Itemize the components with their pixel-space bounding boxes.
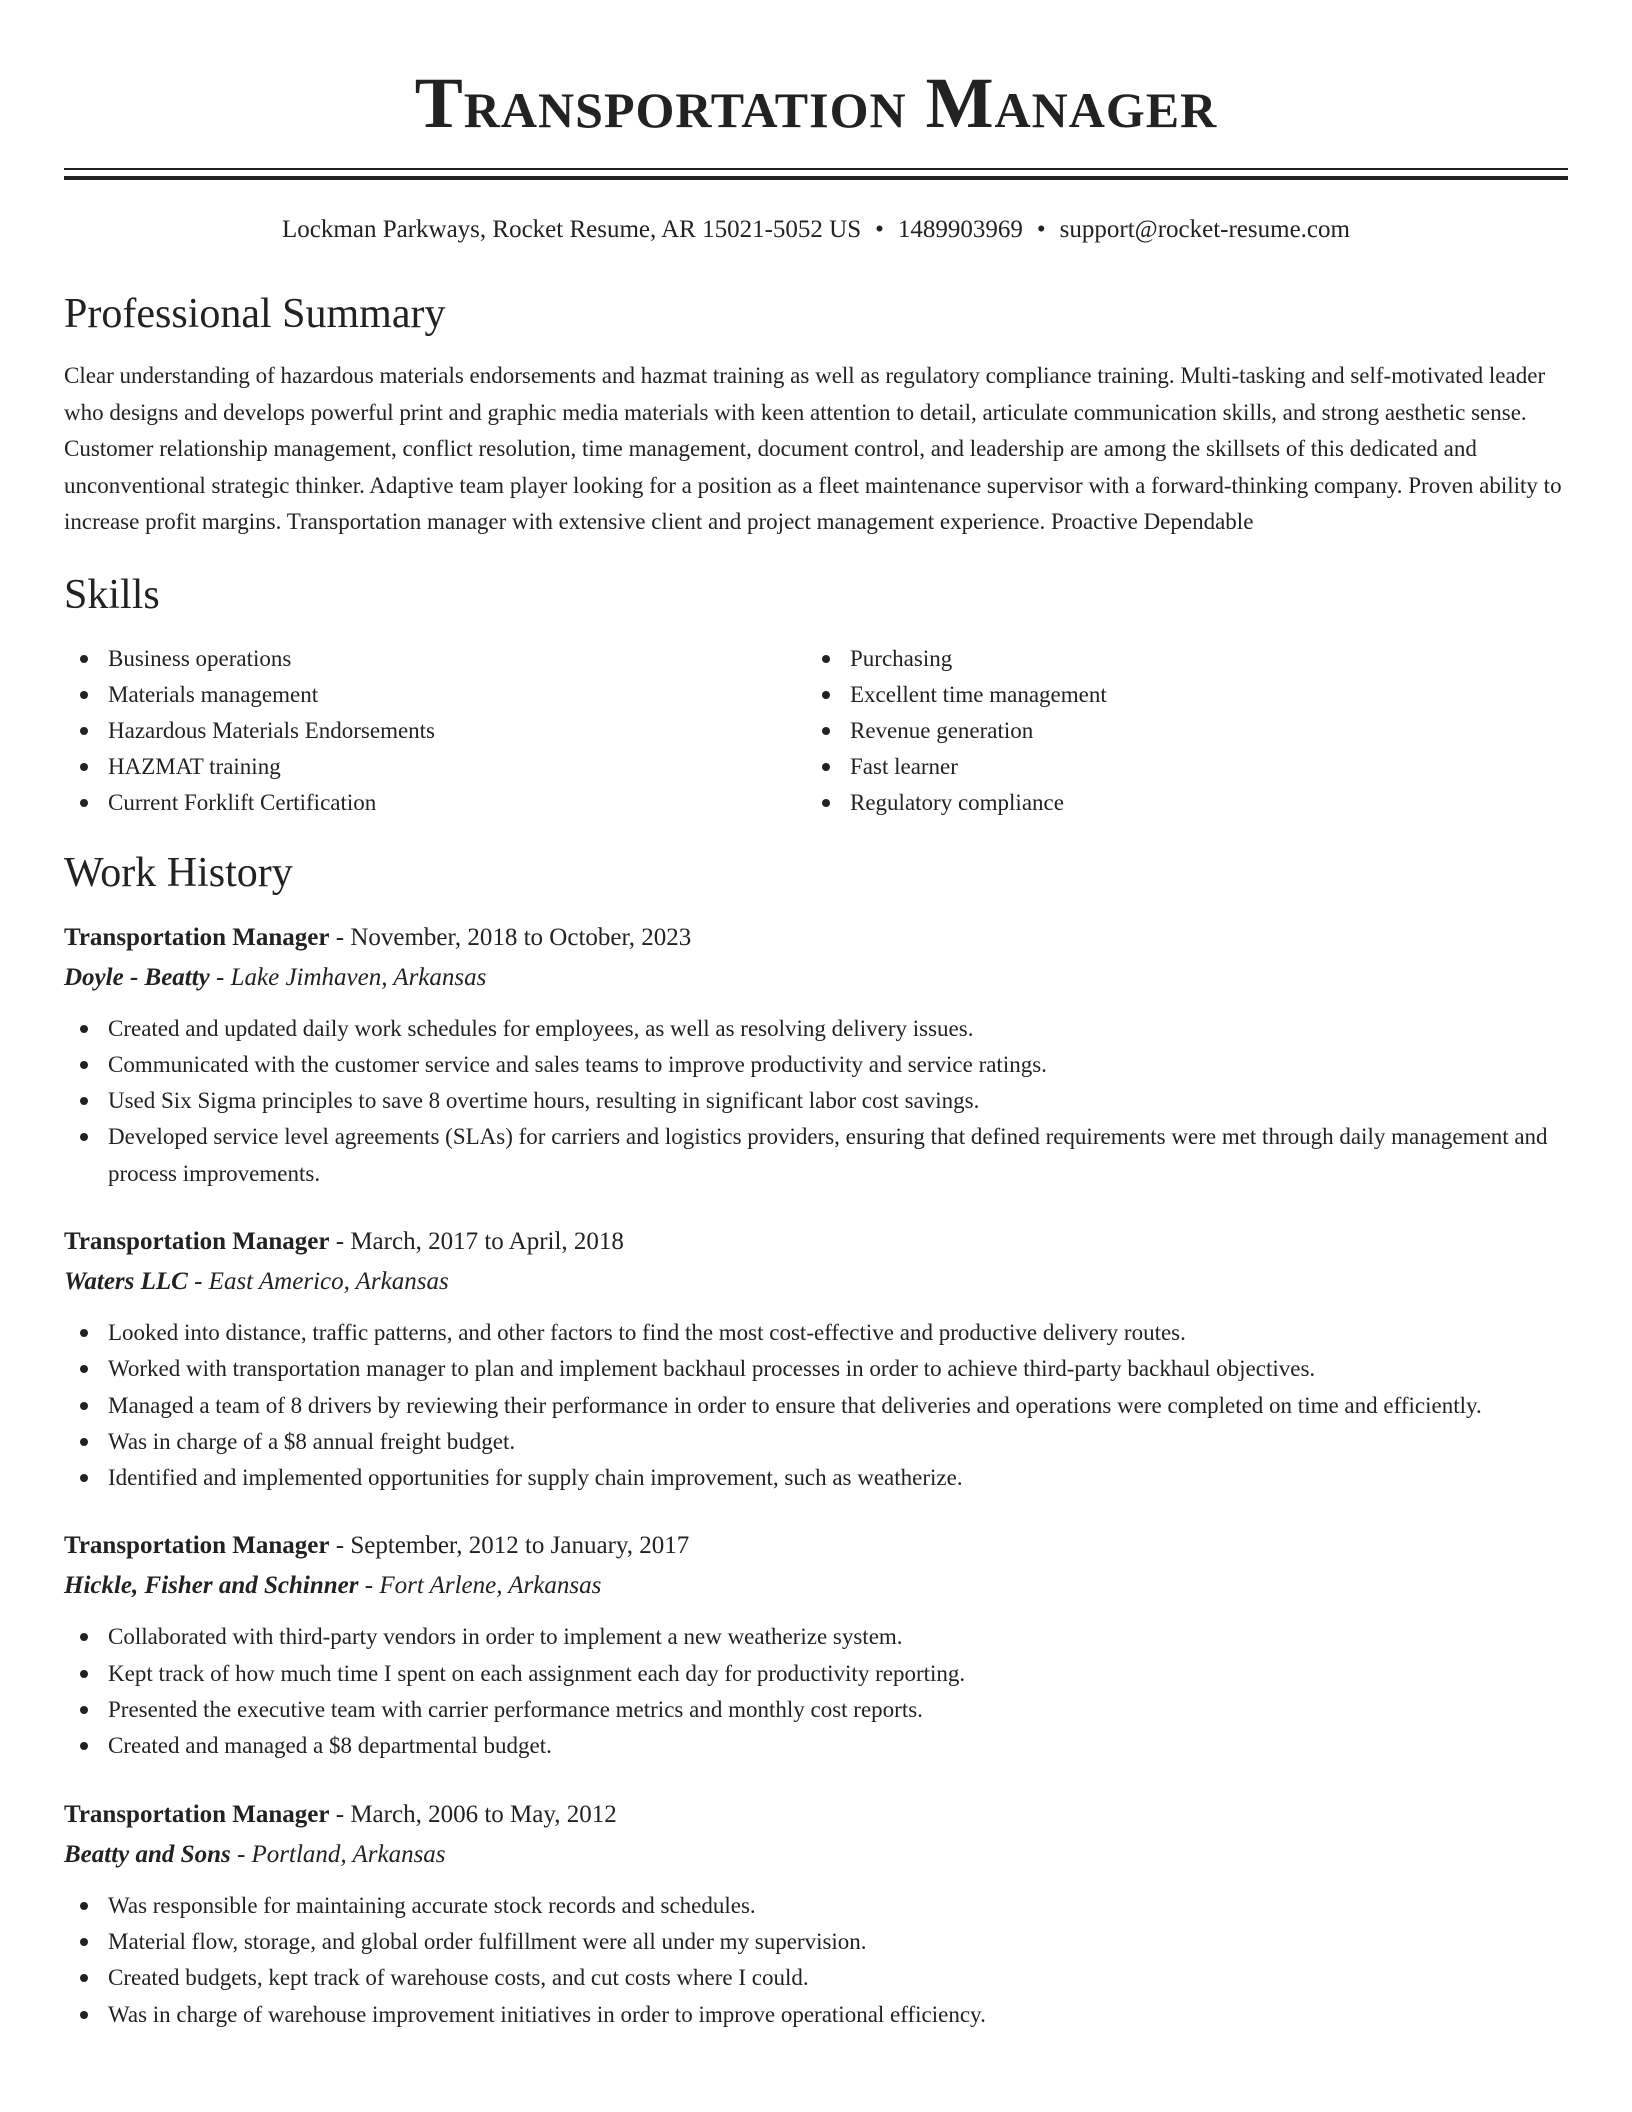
job-bullet: Kept track of how much time I spent on each assignment each day for productivity reporting.: [64, 1656, 1568, 1692]
job-bullet: Presented the executive team with carrier performance metrics and monthly cost reports.: [64, 1692, 1568, 1728]
job-bullet: Identified and implemented opportunities for supply chain improvement, such as weatherize.: [64, 1460, 1568, 1496]
job-dash: -: [230, 1840, 252, 1868]
job-dash: -: [329, 923, 351, 951]
contact-phone: 1489903969: [897, 216, 1023, 243]
skill-item: Hazardous Materials Endorsements: [64, 713, 806, 749]
skill-item: Fast learner: [806, 749, 1548, 785]
skills-columns: [64, 641, 1568, 821]
job-role: Transportation Manager: [64, 1800, 330, 1828]
job-company: Doyle - Beatty: [64, 963, 210, 991]
job-location: Portland, Arkansas: [251, 1840, 446, 1868]
job-bullet: Was in charge of a $8 annual freight budget.: [64, 1424, 1568, 1460]
job-dash: -: [329, 1532, 351, 1560]
job-company-line: [64, 1567, 1568, 1605]
header-rule-thick: [64, 176, 1568, 180]
job-bullets: [64, 1315, 1568, 1496]
job-company: Waters LLC: [64, 1267, 188, 1295]
skill-item: Excellent time management: [806, 677, 1548, 713]
skills-list-right: [806, 641, 1548, 821]
job-bullet: Created and managed a $8 departmental budget.: [64, 1728, 1568, 1764]
job-location: Fort Arlene, Arkansas: [379, 1572, 602, 1600]
job-role: Transportation Manager: [64, 1227, 330, 1255]
job-entry: [64, 1527, 1568, 1764]
job-company-line: [64, 959, 1568, 997]
job-dates: March, 2017 to April, 2018: [350, 1227, 624, 1255]
job-title-line: [64, 1223, 1568, 1261]
job-company-line: [64, 1263, 1568, 1301]
skill-item: Materials management: [64, 677, 806, 713]
job-company: Hickle, Fisher and Schinner: [64, 1572, 359, 1600]
job-bullet: Communicated with the customer service and sales teams to improve productivity and service ratings.: [64, 1047, 1568, 1083]
job-bullet: Looked into distance, traffic patterns, and other factors to find the most cost-effective and productive delivery routes.: [64, 1315, 1568, 1351]
job-role: Transportation Manager: [64, 1532, 330, 1560]
job-location: East Americo, Arkansas: [208, 1267, 449, 1295]
contact-separator: •: [1036, 216, 1046, 243]
job-dash: -: [329, 1227, 351, 1255]
job-bullets: [64, 1011, 1568, 1192]
job-bullet: Used Six Sigma principles to save 8 overtime hours, resulting in significant labor cost savings.: [64, 1083, 1568, 1119]
job-role: Transportation Manager: [64, 923, 330, 951]
job-title-line: [64, 1796, 1568, 1834]
job-dates: March, 2006 to May, 2012: [350, 1800, 617, 1828]
job-bullet: Material flow, storage, and global order fulfillment were all under my supervision.: [64, 1924, 1568, 1960]
skill-item: Business operations: [64, 641, 806, 677]
skill-item: HAZMAT training: [64, 749, 806, 785]
contact-email: support@rocket-resume.com: [1059, 216, 1350, 243]
job-bullet: Was in charge of warehouse improvement initiatives in order to improve operational efficiency.: [64, 1997, 1568, 2033]
job-bullet: Created budgets, kept track of warehouse costs, and cut costs where I could.: [64, 1960, 1568, 1996]
header-rule-thin: [64, 168, 1568, 170]
contact-address: Lockman Parkways, Rocket Resume, AR 15021-5052 US: [282, 216, 862, 243]
job-bullet: Was responsible for maintaining accurate stock records and schedules.: [64, 1888, 1568, 1924]
skills-list-left: [64, 641, 806, 821]
job-company-line: [64, 1836, 1568, 1874]
job-dates: September, 2012 to January, 2017: [350, 1532, 690, 1560]
summary-heading: Professional Summary: [64, 291, 446, 337]
job-bullet: Collaborated with third-party vendors in order to implement a new weatherize system.: [64, 1619, 1568, 1655]
job-dash: -: [358, 1572, 380, 1600]
job-location: Lake Jimhaven, Arkansas: [230, 963, 487, 991]
job-title-line: [64, 919, 1568, 957]
skill-item: Regulatory compliance: [806, 785, 1548, 821]
job-bullet: Worked with transportation manager to plan and implement backhaul processes in order to achieve third-party backhaul objectives.: [64, 1351, 1568, 1387]
job-entry: [64, 919, 1568, 1192]
job-dash: -: [187, 1267, 209, 1295]
job-dates: November, 2018 to October, 2023: [350, 923, 692, 951]
job-bullet: Managed a team of 8 drivers by reviewing their performance in order to ensure that deliveries and operations were completed on time and efficiently.: [64, 1388, 1568, 1424]
job-entry: [64, 1223, 1568, 1496]
job-dash: -: [209, 963, 231, 991]
skill-item: Revenue generation: [806, 713, 1548, 749]
job-title-line: [64, 1527, 1568, 1565]
job-bullets: [64, 1619, 1568, 1764]
job-entry: [64, 1796, 1568, 2033]
skill-item: Purchasing: [806, 641, 1548, 677]
job-bullet: Created and updated daily work schedules for employees, as well as resolving delivery issues.: [64, 1011, 1568, 1047]
job-bullets: [64, 1888, 1568, 2033]
work-history-heading: Work History: [64, 849, 293, 896]
skill-item: Current Forklift Certification: [64, 785, 806, 821]
summary-text: Clear understanding of hazardous materials endorsements and hazmat training as well as regulatory compliance training. Multi-tasking and self-motivated leader who designs and develops powerful print and graphic media materials with keen attention to detail, articulate communication skills, and strong aesthetic sense. Customer relationship management, conflict resolution, time management, document control, and leadership are among the skillsets of this dedicated and unconventional strategic thinker. Adaptive team player looking for a position as a fleet maintenance supervisor with a forward-thinking company. Proven ability to increase profit margins. Transportation manager with extensive client and project management experience. Proactive Dependable: [64, 363, 1562, 534]
job-dash: -: [329, 1800, 351, 1828]
resume-name-heading: Transportation Manager: [414, 63, 1218, 143]
job-bullet: Developed service level agreements (SLAs) for carriers and logistics providers, ensuring that defined requirements were met through daily management and process improvements.: [64, 1119, 1568, 1192]
contact-separator: •: [875, 216, 884, 243]
skills-heading: Skills: [64, 571, 160, 618]
job-company: Beatty and Sons: [64, 1840, 231, 1868]
contact-line: [64, 214, 1568, 246]
